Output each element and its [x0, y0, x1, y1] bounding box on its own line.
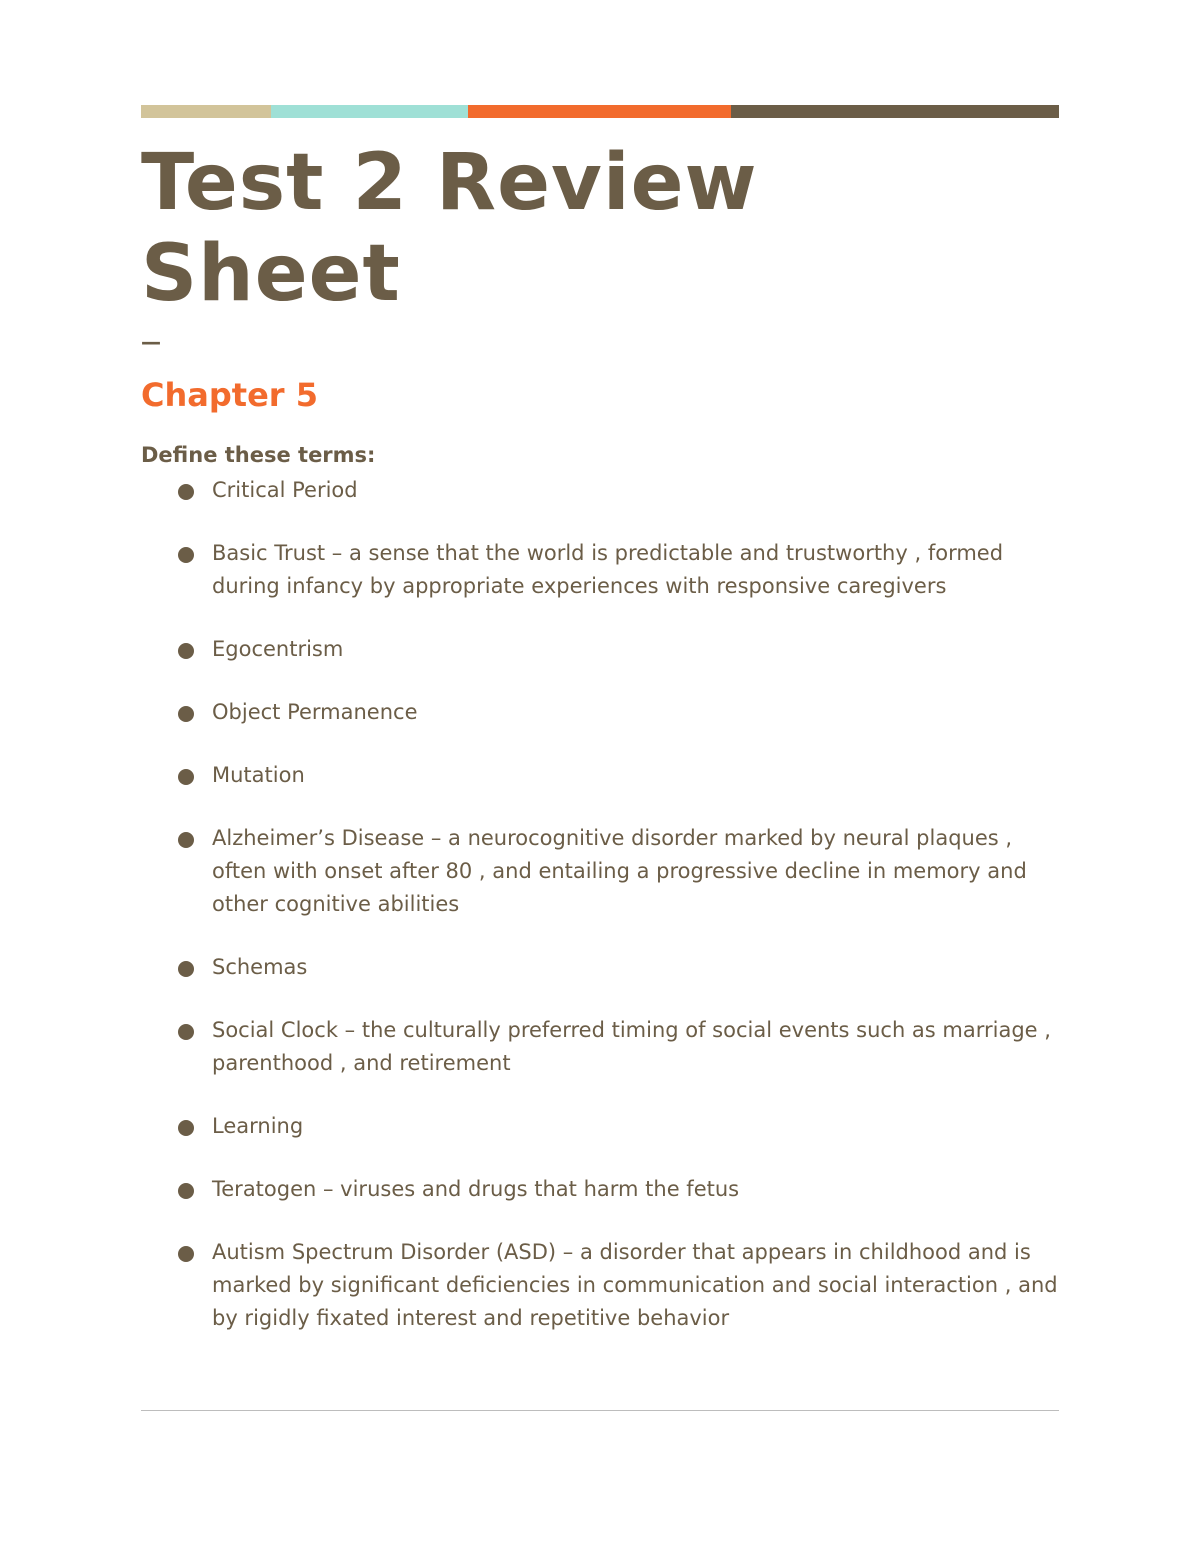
bullet-icon — [178, 769, 194, 785]
header-color-bar — [141, 105, 1059, 118]
term-item — [141, 696, 1059, 729]
term-text: Critical Period — [212, 478, 358, 502]
chapter-heading: Chapter 5 — [141, 376, 318, 414]
term-text: Autism Spectrum Disorder (ASD) – a disorder that appears in childhood and is marked by significant deficiencies in communication and social interaction , and by rigidly fixated interest and repetitive behavior — [212, 1240, 1058, 1330]
term-text: Egocentrism — [212, 637, 344, 661]
bullet-icon — [178, 706, 194, 722]
terms-list — [141, 474, 1059, 1365]
page-title-line-1: Test 2 Review — [141, 138, 758, 228]
term-text: Social Clock – the culturally preferred timing of social events such as marriage , parenthood , and retirement — [212, 1018, 1051, 1075]
term-text: Teratogen – viruses and drugs that harm the fetus — [212, 1177, 740, 1201]
term-text: Basic Trust – a sense that the world is predictable and trustworthy , formed during infancy by appropriate experiences with responsive caregivers — [212, 541, 1004, 598]
bullet-icon — [178, 1183, 194, 1199]
title-dash: — — [141, 330, 161, 354]
bullet-icon — [178, 484, 194, 500]
term-item — [141, 1236, 1059, 1335]
bullet-icon — [178, 643, 194, 659]
bullet-icon — [178, 547, 194, 563]
term-item — [141, 822, 1059, 921]
term-item — [141, 1014, 1059, 1080]
term-item — [141, 951, 1059, 984]
bullet-icon — [178, 1120, 194, 1136]
term-item — [141, 474, 1059, 507]
header-bar-segment-orange — [468, 105, 731, 118]
bottom-divider — [141, 1410, 1059, 1411]
bullet-icon — [178, 832, 194, 848]
term-text: Alzheimer’s Disease – a neurocognitive disorder marked by neural plaques , often with onset after 80 , and entailing a progressive decline in memory and other cognitive abilities — [212, 826, 1027, 916]
header-bar-segment-brown — [731, 105, 1059, 118]
term-item — [141, 1173, 1059, 1206]
term-item — [141, 1110, 1059, 1143]
term-text: Learning — [212, 1114, 304, 1138]
term-item — [141, 537, 1059, 603]
page-title-line-2: Sheet — [141, 229, 401, 319]
term-item — [141, 633, 1059, 666]
page-title — [141, 138, 1041, 320]
bullet-icon — [178, 961, 194, 977]
term-item — [141, 759, 1059, 792]
header-bar-segment-aqua — [271, 105, 468, 118]
term-text: Object Permanence — [212, 700, 418, 724]
header-bar-segment-tan — [141, 105, 271, 118]
bullet-icon — [178, 1024, 194, 1040]
term-text: Mutation — [212, 763, 305, 787]
term-text: Schemas — [212, 955, 308, 979]
define-terms-label: Define these terms: — [141, 443, 376, 467]
bullet-icon — [178, 1246, 194, 1262]
